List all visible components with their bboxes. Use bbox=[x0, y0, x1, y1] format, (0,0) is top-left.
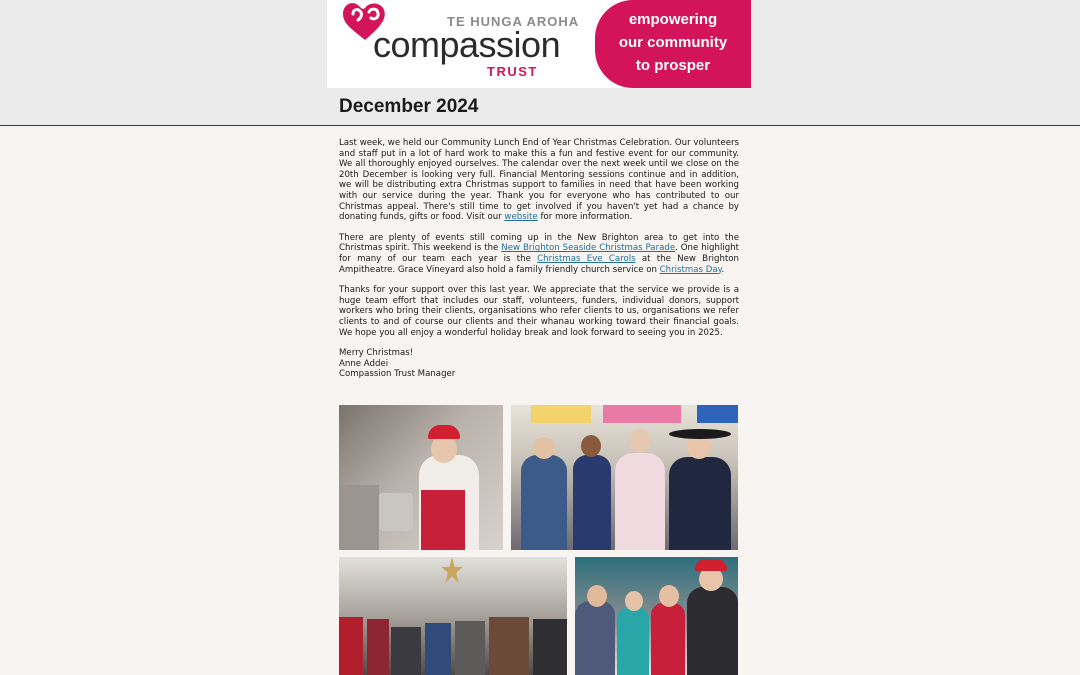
cooking-photo bbox=[339, 405, 503, 550]
paragraph-text: at the New Brighton Ampitheatre. Grace Vineyard also hold a family friendly church service on bbox=[339, 253, 739, 275]
parade-link[interactable]: New Brighton Seaside Christmas Parade bbox=[501, 243, 676, 254]
paragraph-2 bbox=[339, 233, 739, 275]
newsletter-banner bbox=[327, 0, 751, 88]
paragraph-text: There are plenty of events still coming up in the New Brighton area to get into the Christmas spirit. This weekend is the bbox=[339, 232, 739, 254]
lunch-queue-photo bbox=[339, 557, 567, 675]
signer-name: Anne Addei bbox=[339, 358, 389, 369]
signer-title: Compassion Trust Manager bbox=[339, 369, 456, 380]
signoff: Merry Christmas! bbox=[339, 348, 414, 359]
paragraph-1 bbox=[339, 138, 739, 223]
newsletter-body bbox=[339, 138, 739, 380]
christmas-day-link[interactable]: Christmas Day bbox=[659, 264, 722, 275]
brand-trust: TRUST bbox=[487, 64, 538, 79]
volunteer-team-photo bbox=[575, 557, 738, 675]
paragraph-text: for more information. bbox=[537, 212, 633, 223]
paragraph-text: . One highlight for many of our team each year is the bbox=[339, 243, 739, 264]
paragraph-3: Thanks for your support over this last year. We appreciate that the service we provide is a huge team effort that includes our staff, volunteers, funders, individual donors, support workers who bring their clients, organisations who refer clients to us, organisations we refer clients to and of course our clients and their whanau working toward their financial goals. We hope you all enjoy a wonderful holiday break and look forward to seeing you in 2025. bbox=[339, 285, 739, 338]
brand-wordmark: compassion bbox=[373, 24, 561, 65]
tagline-line: to prosper bbox=[635, 57, 711, 74]
paragraph-text: Last week, we held our Community Lunch End of Year Christmas Celebration. Our volunteers and staff put in a lot of hard work to make this a fun and festive event for our community. We all thoroughly enjoyed ourselves. The calendar over the next week until we close on the 20th December is looking very full. Financial Mentoring sessions continue and in addition, we will be distributing extra Christmas support to families in need that have been working with our service during the year. Thank you for everyone who has contributed to our Christmas appeal. There's still time to get involved if you haven't yet had a chance by donating funds, gifts or food. Visit our bbox=[339, 138, 739, 223]
carols-link[interactable]: Christmas Eve Carols bbox=[537, 253, 636, 264]
website-link[interactable]: website bbox=[504, 212, 538, 223]
newsletter-title: December 2024 bbox=[339, 96, 479, 117]
tagline-box bbox=[595, 0, 751, 88]
seated-guests-photo bbox=[511, 405, 738, 550]
tagline-line: empowering bbox=[628, 11, 718, 28]
tagline bbox=[595, 8, 751, 77]
paragraph-text: . bbox=[721, 264, 725, 275]
maori-name: TE HUNGA AROHA bbox=[447, 14, 580, 29]
tagline-line: our community bbox=[618, 34, 728, 51]
